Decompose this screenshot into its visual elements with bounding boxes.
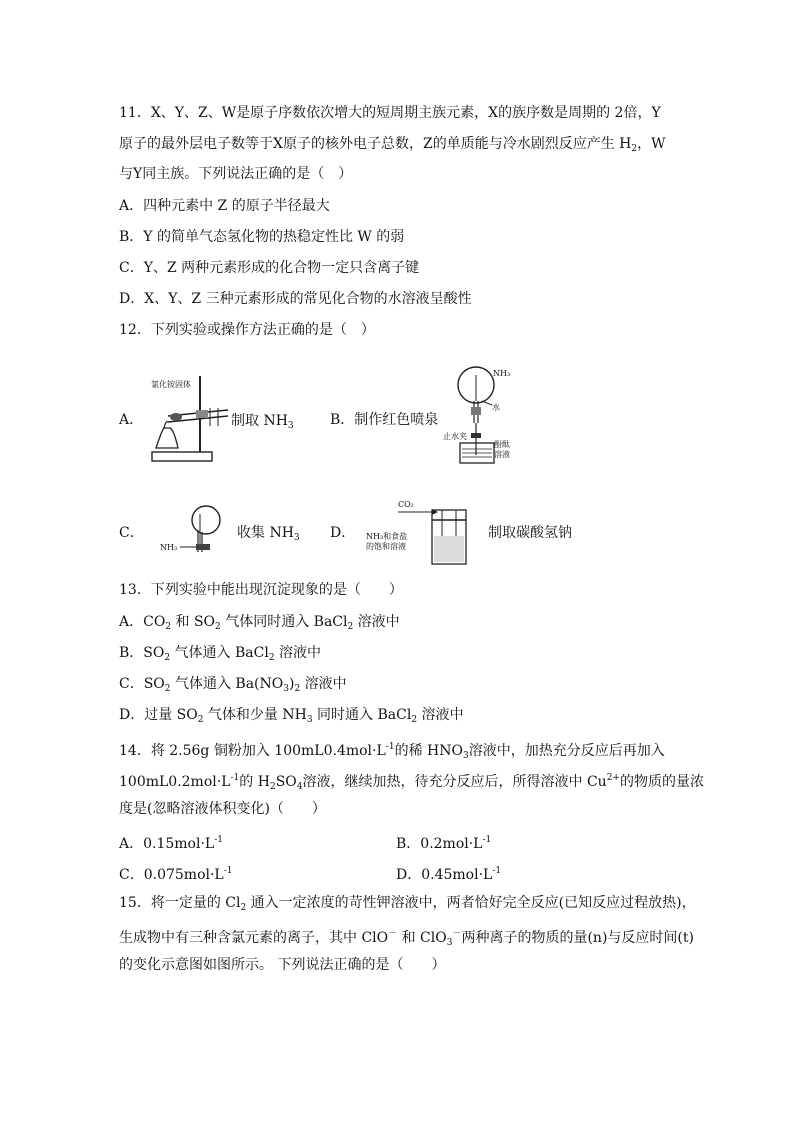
q12-b-caption: B．制作红色喷泉	[330, 412, 439, 428]
q11-option-b: B．Y 的简单气态氢化物的热稳定性比 W 的弱	[119, 229, 405, 245]
q12-a-fig-label: 氯化铵固体	[151, 380, 191, 389]
q11-stem-line2: 原子的最外层电子数等于X原子的核外电子总数，Z的单质能与冷水剧烈反应产生 $H_2$，W	[119, 136, 666, 154]
q11-option-d: D．X、Y、Z 三种元素形成的常见化合物的水溶液呈酸性	[119, 291, 472, 307]
q12-b-fig-clip: 止水夹	[443, 432, 467, 441]
q13-option-c: C．$SO_2$ 气体通入 $Ba(NO_3)_2$ 溶液中	[119, 676, 347, 694]
q14-option-d: D．$0.45mol\cdot L^{-1}$	[396, 866, 502, 883]
q13-option-b: B．$SO_2$ 气体通入 BaCl$_2$ 溶液中	[119, 645, 322, 663]
q15-stem-line2: 生成物中有三种含氯元素的离子，其中 ClO－ 和 ClO$_3$－两种离子的物质的量(n)与反应时间(t)	[119, 929, 694, 948]
q12-stem: 12．下列实验或操作方法正确的是（ ）	[119, 322, 375, 338]
q14-option-b: B．$0.2mol\cdot L^{-1}$	[396, 835, 492, 852]
q12-d-caption: 制取碳酸氢钠	[488, 525, 572, 541]
q12-b-fig-sol1: 酚酞	[494, 440, 510, 449]
q12-d-letter: D．	[330, 525, 356, 541]
q12-c-caption: 收集 $NH_3$	[237, 525, 300, 543]
q14-stem-line3: 度是(忽略溶液体积变化)（ ）	[119, 801, 326, 817]
q15-stem-line3: 的变化示意图如图所示。 下列说法正确的是（ ）	[119, 957, 446, 973]
q12-a-letter: A．	[119, 412, 144, 428]
q12-c-fig-nh3: NH₃	[160, 543, 178, 552]
q11-option-c: C．Y、Z 两种元素形成的化合物一定只含离子键	[119, 260, 420, 276]
q12-d-fig-l2: 的饱和溶液	[366, 542, 406, 551]
q11-option-a: A．四种元素中 Z 的原子半径最大	[119, 198, 330, 214]
q12-c-letter: C．	[119, 525, 144, 541]
q12-a-caption: 制取 $NH_3$	[231, 413, 294, 431]
q12-b-fig-water: 水	[492, 403, 500, 412]
q14-option-a: A．$0.15mol\cdot L^{-1}$	[119, 835, 223, 852]
q11-stem-line3: 与Y同主族。下列说法正确的是（ ）	[119, 166, 353, 182]
q13-stem: 13．下列实验中能出现沉淀现象的是（ ）	[119, 582, 403, 598]
q12-d-fig-co2: CO₂	[398, 500, 414, 509]
q12-d-fig-l1: NH₃和食盐	[366, 532, 408, 541]
q15-stem-line1: 15．将一定量的 $Cl_2$ 通入一定浓度的苛性钾溶液中，两者恰好完全反应(已知反应过程放热)，	[119, 895, 696, 913]
q13-option-a: A．$CO_2$ 和 $SO_2$ 气体同时通入 BaCl$_2$ 溶液中	[119, 614, 400, 632]
q14-stem-line1: 14．将 2.56g 铜粉加入 $100mL0.4mol\cdot L^{-1}$的稀 $HNO_3$溶液中，加热充分反应后再加入	[119, 742, 665, 761]
q12-b-fig-sol2: 溶液	[494, 450, 510, 459]
q14-stem-line2: $100mL0.2mol\cdot L^{-1}$的 $H_2SO_4$溶液，继续加热，待充分反应后，所得溶液中 $Cu^{2+}$的物质的量浓	[119, 773, 704, 792]
q14-option-c: C．$0.075mol\cdot L^{-1}$	[119, 866, 233, 883]
q11-stem-line1: 11．X、Y、Z、W是原子序数依次增大的短周期主族元素，X的族序数是周期的 2倍，Y	[119, 105, 661, 121]
q12-b-fig-nh3: NH₃	[493, 369, 511, 378]
q13-option-d: D．过量 $SO_2$ 气体和少量 $NH_3$ 同时通入 BaCl$_2$ 溶液中	[119, 707, 464, 725]
